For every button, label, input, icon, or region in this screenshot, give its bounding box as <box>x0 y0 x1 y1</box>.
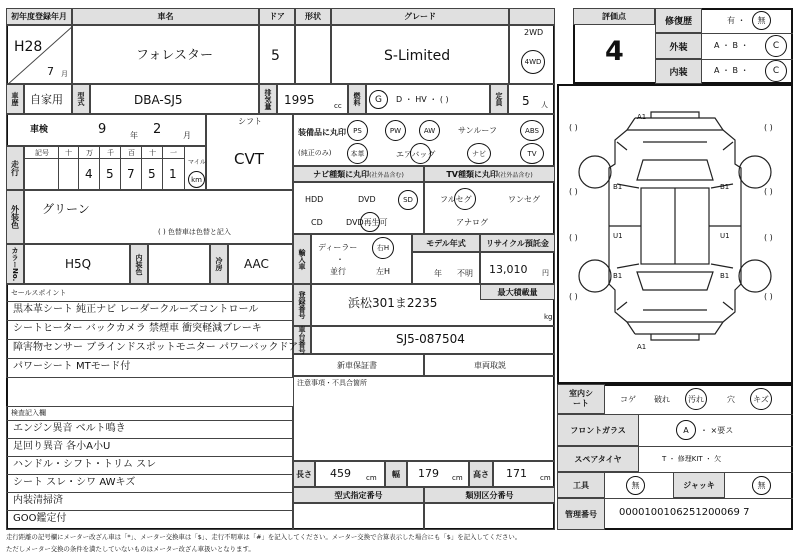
drive-2wd: 2WD <box>524 28 544 37</box>
recycle-value: 13,010 <box>489 263 528 276</box>
seat-koge: コゲ <box>620 395 636 404</box>
cooler-value: AAC <box>244 257 269 271</box>
import-parallel: 並行 <box>330 267 346 276</box>
seats-header: 定員 <box>490 84 508 114</box>
length-unit: cm <box>366 474 377 482</box>
b1-label: B1 <box>613 272 623 280</box>
model-value: DBA-SJ5 <box>134 93 183 107</box>
equip-aw-ring: AW <box>419 120 440 141</box>
shift-header: シフト <box>238 117 262 126</box>
footnote-line: 走行距離の記号欄にメーター改ざん車は「*」、メーター交換車は「$」、走行不明車は「#」を記入してください。メーター交換で合算表示した場合にも「$」を記入してください。 <box>6 533 522 541</box>
int-options: A ・ B ・ <box>714 66 749 75</box>
right-hand-ring: 右H <box>372 237 394 259</box>
jack-header: ジャッキ <box>673 472 725 498</box>
cooler-header: 冷房 <box>210 244 228 284</box>
usage-header: 車歴 <box>6 84 24 114</box>
tv-oneseg: ワンセグ <box>508 195 540 204</box>
navi-dvd: DVD <box>358 195 376 204</box>
color-no-header: カラーNo. <box>6 244 24 284</box>
dvd-play-ring <box>360 212 380 232</box>
model-header: 型式 <box>72 84 90 114</box>
unit-label: 百 <box>128 149 135 157</box>
tools-none-ring: 無 <box>626 476 645 495</box>
equip-pw-ring: PW <box>385 120 406 141</box>
km-ring: km <box>188 171 205 188</box>
registration-value: 浜松301ま2235 <box>348 296 438 310</box>
u1-label: U1 <box>720 232 730 240</box>
inspection-year: 9 <box>98 122 107 137</box>
u1-label: U1 <box>613 232 623 240</box>
model-year-unit: 年 <box>434 269 442 278</box>
tv-analog: アナログ <box>456 218 488 227</box>
color-no-value: H5Q <box>65 257 92 271</box>
sales-line: 障害物センサー ブラインドスポットモニター パワーバックドア <box>13 342 299 353</box>
mileage-sub: 記号 <box>35 149 49 157</box>
repair-header: 修復歴 <box>655 8 702 33</box>
sales-line: シートヒーター バックカメラ 禁煙車 衝突軽減ブレーキ <box>13 323 262 334</box>
equipment-sub: (純正のみ) <box>298 149 332 157</box>
score-value: 4 <box>605 36 624 67</box>
model-year-unknown: 不明 <box>457 269 473 278</box>
spare-header: スペアタイヤ <box>557 446 639 472</box>
import-dot: ・ <box>336 255 344 264</box>
recycle-header: リサイクル預託金 <box>480 234 555 252</box>
length-header: 長さ <box>293 461 315 487</box>
drive-4wd-ring: 4WD <box>521 50 545 74</box>
equip-tv-ring: TV <box>520 143 544 164</box>
unit-label: 一 <box>170 149 177 157</box>
import-dealer: ディーラー <box>318 243 358 252</box>
b1-label: B1 <box>613 183 623 191</box>
score-header: 評価点 <box>573 8 655 25</box>
inspection-month: 2 <box>153 122 162 137</box>
seats-unit: 人 <box>541 101 548 109</box>
mileage-digit: 1 <box>169 167 177 181</box>
repair-none-ring: 無 <box>752 11 771 30</box>
grade-value: S-Limited <box>384 48 451 64</box>
bracket: ( ) <box>764 292 773 301</box>
equip-abs-ring: ABS <box>520 120 544 141</box>
type-no-header: 型式指定番号 <box>293 487 424 503</box>
unit-label: 万 <box>86 149 93 157</box>
footnote-line: ただしメーター交換の条件を満たしていないものはメーター改ざん車扱いとなります。 <box>6 545 255 553</box>
tools-header: 工具 <box>557 472 605 498</box>
mileage-digit: 4 <box>85 167 93 181</box>
mileage-digit: 5 <box>148 167 156 181</box>
b1-label: B1 <box>720 272 730 280</box>
inspector-line: エンジン異音 ベルト鳴き <box>13 423 126 434</box>
owner-manual: 車両取説 <box>474 361 506 370</box>
bracket: ( ) <box>569 233 578 242</box>
width-unit: cm <box>452 474 463 482</box>
class-no-header: 類別区分番号 <box>424 487 555 503</box>
int-header: 内装 <box>655 59 702 84</box>
model-year-header: モデル年式 <box>412 234 480 252</box>
navi-cd: CD <box>311 218 323 227</box>
width-value: 179 <box>418 467 439 480</box>
inspection-year-unit: 年 <box>130 131 138 140</box>
door-count: 5 <box>271 48 280 64</box>
ext-header: 外装 <box>655 33 702 59</box>
inspector-line: ハンドル・シフト・トリム スレ <box>13 459 157 470</box>
bracket: ( ) <box>764 123 773 132</box>
mile-label: マイル <box>188 159 206 166</box>
windshield-a-ring: A <box>676 420 696 440</box>
reg-month: 7 <box>47 65 54 78</box>
sales-line: 黒本革シート 純正ナビ レーダークルーズコントロール <box>13 304 259 315</box>
fuel-g-ring: G <box>369 90 388 109</box>
car-name: フォレスター <box>136 48 213 63</box>
inspector-label: 検査記入欄 <box>11 409 46 417</box>
unit-label: 十 <box>65 149 72 157</box>
inspector-line: シート スレ・シワ AWキズ <box>13 477 136 488</box>
equip-ps-ring: PS <box>347 120 368 141</box>
navi-hdd: HDD <box>305 195 324 204</box>
grade-header: グレード <box>331 8 509 25</box>
recycle-unit: 円 <box>542 269 549 277</box>
tv-header: TV種類に丸印 (社外品含む) <box>424 166 555 182</box>
equipment-label: 装備品に丸印 <box>298 128 346 137</box>
seat-scratch-ring: キズ <box>750 388 772 410</box>
spare-opts: T ・ 修理KIT ・ 欠 <box>662 455 722 463</box>
displacement-value: 1995 <box>284 93 315 107</box>
max-load-unit: kg <box>544 313 553 321</box>
seat-ana: 穴 <box>727 395 735 404</box>
equip-navi-ring: ナビ <box>467 143 491 164</box>
exterior-color: グリーン <box>42 202 90 216</box>
int-c-ring: C <box>765 60 787 82</box>
navi-sd-ring: SD <box>398 190 418 210</box>
fuel-options: D ・ HV ・ ( ) <box>396 95 449 104</box>
bracket: ( ) <box>569 187 578 196</box>
fuel-header: 燃料 <box>348 84 366 114</box>
length-value: 459 <box>330 467 351 480</box>
reg-month-unit: 月 <box>61 70 68 78</box>
car-name-header: 車名 <box>72 8 259 25</box>
sales-line: パワーシート MTモード付 <box>13 361 131 372</box>
a1-top: A1 <box>637 113 647 121</box>
cc-unit: cc <box>334 102 342 110</box>
ext-c-ring: C <box>765 35 787 57</box>
tv-fullseg: フルセグ <box>440 195 472 204</box>
shift-value: CVT <box>234 150 264 168</box>
max-load-header: 最大積載量 <box>480 284 555 300</box>
airbag-ring <box>410 143 431 164</box>
seat-yabure: 破れ <box>654 395 670 404</box>
import-header: 輸入車 <box>293 234 311 284</box>
bracket: ( ) <box>569 292 578 301</box>
mileage-header: 走行 <box>6 146 24 190</box>
caution-label: 注意事項・不具合箇所 <box>297 379 367 387</box>
left-hand: 左H <box>376 267 391 276</box>
inspector-line: 足回り異音 各小A小U <box>13 441 111 452</box>
displacement-header: 排気量 <box>259 84 277 114</box>
unit-label: 十 <box>149 149 156 157</box>
exterior-header: 外装色 <box>6 190 24 244</box>
repair-options: 有 ・ <box>727 16 746 25</box>
sales-label: セールスポイント <box>11 289 67 297</box>
bracket: ( ) <box>569 123 578 132</box>
navi-dvd-play: DVD再生可 <box>346 218 388 227</box>
bracket: ( ) <box>764 233 773 242</box>
unit-label: 千 <box>107 149 114 157</box>
new-car-warranty: 新車保証書 <box>337 361 377 370</box>
chassis-header: 車台番号 <box>293 326 311 354</box>
height-unit: cm <box>540 474 551 482</box>
inspector-line: GOO鑑定付 <box>13 513 67 524</box>
bracket: ( ) <box>764 187 773 196</box>
windshield-header: フロントガラス <box>557 414 639 446</box>
door-header: ドア <box>259 8 295 25</box>
seats-value: 5 <box>522 94 530 108</box>
reg-year: H28 <box>14 39 43 55</box>
inspection-month-unit: 月 <box>183 131 191 140</box>
width-header: 幅 <box>385 461 407 487</box>
seat-dirt-ring: 汚れ <box>685 388 707 410</box>
height-header: 高さ <box>469 461 493 487</box>
interior-color-header: 内装色 <box>130 244 148 284</box>
inspection-label: 車検 <box>30 125 49 135</box>
a1-bottom: A1 <box>637 343 647 351</box>
mileage-digit: 5 <box>106 167 114 181</box>
mileage-digit: 7 <box>127 167 135 181</box>
mgmt-value: 0000100106251200069 7 <box>619 507 750 518</box>
inspector-line: 内装清掃済 <box>13 495 63 506</box>
registration-header: 登録番号 <box>293 284 311 326</box>
exterior-note: ( ) 色替車は色替と記入 <box>158 228 231 236</box>
jack-none-ring: 無 <box>752 476 771 495</box>
b1-label: B1 <box>720 183 730 191</box>
fullseg-ring <box>454 188 476 210</box>
interior-seat-header: 室内シート <box>557 384 605 414</box>
equip-sunroof: サンルーフ <box>458 126 497 135</box>
equip-leather-ring: 本革 <box>347 143 368 164</box>
first-reg-header: 初年度登録年月 <box>6 8 72 25</box>
mgmt-header: 管理番号 <box>557 498 605 530</box>
ext-options: A ・ B ・ <box>714 41 749 50</box>
chassis-value: SJ5-087504 <box>396 332 465 346</box>
shape-header: 形状 <box>295 8 331 25</box>
height-value: 171 <box>506 467 527 480</box>
usage-value: 自家用 <box>30 93 63 106</box>
windshield-opts: ・ ×要ス <box>700 426 734 435</box>
car-body-diagram <box>557 84 793 384</box>
navi-header: ナビ種類に丸印 (社外品含む) <box>293 166 424 182</box>
equip-airbag: エアバッグ <box>396 150 436 159</box>
